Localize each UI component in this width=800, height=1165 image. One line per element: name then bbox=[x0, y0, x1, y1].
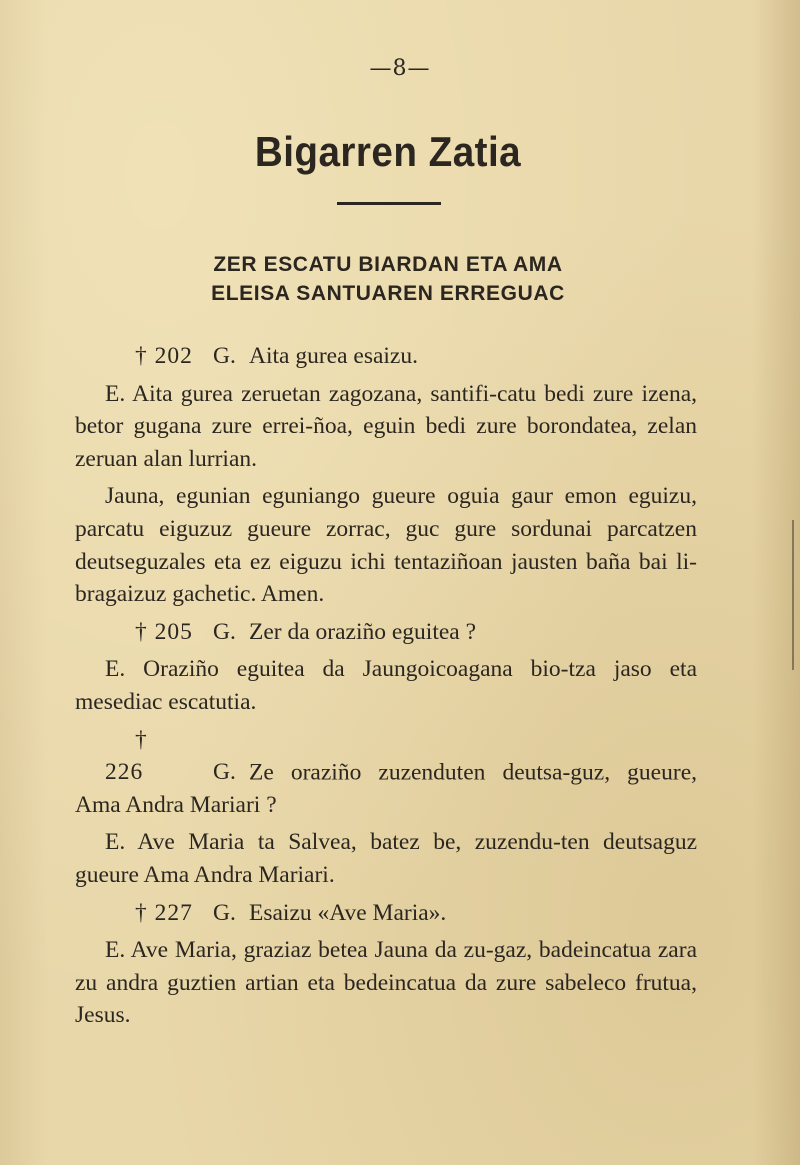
question-text: Ze oraziño zuzenduten deutsa-guz, gueure, Ama Andra Mariari ? bbox=[75, 759, 697, 818]
subtitle-line: ZER ESCATU BIARDAN ETA AMA bbox=[213, 253, 563, 276]
page-title: Bigarren Zatia bbox=[254, 128, 522, 175]
cross-icon: † bbox=[135, 343, 148, 369]
cross-icon: † bbox=[135, 899, 148, 926]
cross-icon: † bbox=[135, 726, 148, 753]
answer-paragraph: E. Ave Maria ta Salvea, batez be, zuzendu-ten deutsaguz gueure Ama Andra Mariari. bbox=[75, 829, 697, 888]
question-paragraph bbox=[75, 897, 697, 930]
question-number: 227 bbox=[154, 899, 193, 926]
page-number: —8— bbox=[369, 56, 431, 81]
subtitle-line: ELEISA SANTUAREN ERREGUAC bbox=[211, 282, 565, 305]
section-subtitle bbox=[0, 250, 776, 308]
cross-icon: † bbox=[135, 618, 148, 645]
question-paragraph bbox=[75, 616, 697, 649]
speaker-label: G. bbox=[213, 899, 236, 926]
answer-paragraph: E. Aita gurea zeruetan zagozana, santifi-catu bedi zure izena, betor gugana zure errei-ñoa, eguin bedi zure borondatea, zelan zeruan alan lurrian. bbox=[75, 380, 697, 472]
title-divider bbox=[337, 202, 441, 205]
catechism-text bbox=[75, 340, 697, 1032]
speaker-label: G. bbox=[213, 343, 236, 369]
answer-paragraph: E. Oraziño eguitea da Jaungoicoagana bio-tza jaso eta mesediac escatutia. bbox=[75, 656, 697, 715]
page-edge-mark bbox=[780, 520, 794, 670]
question-number: 205 bbox=[154, 618, 193, 645]
speaker-label: G. bbox=[213, 618, 236, 645]
question-number: 202 bbox=[154, 343, 193, 369]
question-text: Zer da oraziño eguitea ? bbox=[249, 618, 477, 645]
speaker-label: G. bbox=[213, 759, 236, 786]
answer-paragraph: Jauna, egunian eguniango gueure oguia gaur emon eguizu, parcatu eiguzuz gueure zorrac, guc gure sordunai parcatzen deutseguzales eta ez eiguzu ichi tentaziñoan jausten baña bai li-bragaizuz gachetic. Amen. bbox=[75, 483, 697, 608]
question-paragraph bbox=[75, 340, 697, 373]
question-text: Esaizu «Ave Maria». bbox=[249, 899, 447, 926]
question-text: Aita gurea esaizu. bbox=[249, 343, 418, 369]
answer-paragraph: E. Ave Maria, graziaz betea Jauna da zu-gaz, badeincatua zara zu andra guztien artian eta bedeincatua da zure sabeleco frutua, Jesus. bbox=[75, 937, 697, 1029]
question-paragraph bbox=[75, 724, 697, 822]
question-number: 226 bbox=[105, 759, 144, 786]
